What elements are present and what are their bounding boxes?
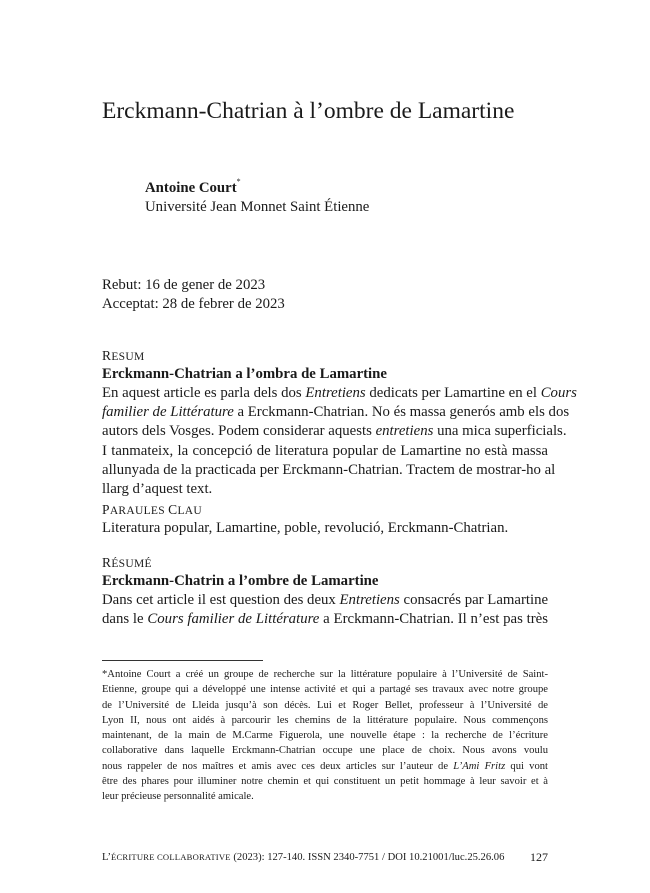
resume-body [102,591,548,629]
footnote-line [102,789,548,804]
footnote-text: leur précieuse personnalité amicale. [102,791,254,803]
resum-line [102,480,548,499]
resume-line [102,591,548,610]
footnote-text: *Antoine Court a créé un groupe de recherche sur la littérature populaire à l’Université de Saint- [102,669,548,680]
author-name-line [145,174,369,198]
footnote-text: maintenant, de la main de M.Carme Figuerola, une nouvelle étape : la recherche de l’écriture [102,730,548,742]
resume-heading: Erckmann-Chatrin a l’ombre de Lamartine [102,573,379,589]
resume-label [102,555,548,572]
footnote-marker[interactable]: * [236,177,241,186]
resum-line [102,461,556,480]
resum-text: allunyada de la practicada per Erckmann-Chatrian. Tractem de mostrar-ho al [102,461,556,478]
resume-label-rest: ÉSUMÉ [111,558,152,570]
footnote-line [102,698,548,713]
resum-label-initial: R [102,348,112,363]
keywords-text: Literatura popular, Lamartine, poble, revolució, Erckmann-Chatrian. [102,520,509,536]
footnote-line [102,713,548,728]
accepted-date: Acceptat: 28 de febrer de 2023 [102,296,285,312]
resum-label [102,348,548,365]
author-affiliation: Université Jean Monnet Saint Étienne [145,198,370,215]
footnote-text: collaborative dans laquelle Erckmann-Chatrian occupe une place de choix. Nous avons voulu [102,745,548,757]
footnote-line [102,728,548,743]
resum-text: dedicats per Lamartine en el [365,385,541,401]
footnote-line [102,743,548,758]
footnote-text: qui vont [505,760,549,772]
received-date: Rebut: 16 de gener de 2023 [102,277,266,293]
footnote-text: nous rappeler de nos maîtres et amis avec ces deux articles sur l’auteur de [102,760,454,772]
resum-line [102,384,577,403]
footnote-line [102,682,548,697]
journal-citation [102,852,504,863]
footnote-line [102,667,548,682]
dates-block [102,276,285,314]
footnote [102,667,548,805]
resum-text: llarg d’aquest text. [102,480,213,497]
footnote-text: Etienne, groupe qui a développé une intense activité et qui a partagé ses travaux avec notre groupe [102,684,548,696]
resume-line [102,610,548,629]
resum-line [102,403,570,422]
keywords-label-c-rest: LAU [177,505,202,517]
resum-text: una mica superficials. [433,423,567,440]
resume-italic-text: Entretiens [339,592,400,608]
resume-text: a Erckmann-Chatrian. Il n’est pas très [319,611,548,628]
footnote-rule [102,660,263,661]
resum-text: a Erckmann-Chatrian. No és massa generós amb els dos [233,404,570,421]
article-title: Erckmann-Chatrian à l’ombre de Lamartine [102,98,515,124]
author-name-text: Antoine Court [145,179,237,196]
page-number: 127 [530,850,548,864]
resum-heading: Erckmann-Chatrian a l’ombra de Lamartine [102,366,387,382]
resume-text: consacrés par Lamartine [399,592,549,608]
author-name [145,177,241,196]
keywords-label-p: P [102,502,110,517]
resume-text: Dans cet article il est question des deux [102,592,340,608]
resum-line [102,422,567,441]
resum-text: autors dels Vosges. Podem considerar aquests [102,423,376,440]
resume-section [102,555,548,629]
page-footer [102,850,548,865]
keywords-label-c: C [168,502,178,517]
footnote-line [102,774,548,789]
keywords-label-p-rest: ARAULES [109,505,165,517]
footnote-line [102,759,548,774]
footnote-text: Lyon II, nous ont aidés à parcourir les chemins de la littérature populaire. Nous commençons [102,714,548,726]
resum-body [102,384,577,499]
resum-text: En aquest article es parla dels dos [102,385,306,401]
footnote-text: de l’Université de Lleida jusqu’à son décès. Lui et Roger Bellet, professeur à l’Université de [102,699,548,711]
journal-name: ÉCRITURE COLLABORATIVE [111,852,231,862]
resume-text: dans le [102,611,148,628]
resum-italic-text: Cours [540,385,577,401]
resum-italic-text: Entretiens [305,385,366,401]
journal-initial: L’ [102,852,112,863]
resume-label-initial: R [102,555,112,570]
resum-text: I tanmateix, la concepció de literatura popular de Lamartine no està massa [102,442,548,459]
footnote-text: être des phares pour illuminer notre chemin et qui constituent un petit hommage à leur savoir et à [102,776,548,788]
resum-line [102,442,548,461]
resum-label-rest: ESUM [111,351,145,363]
resum-section [102,348,577,499]
footnote-italic-text: L’Ami Fritz [453,760,506,772]
resum-italic-text: familier de Littérature [102,404,234,421]
resume-italic-text: Cours familier de Littérature [147,611,320,628]
journal-details: (2023): 127-140. ISSN 2340-7751 / DOI 10.21001/luc.25.26.06 [230,852,505,863]
resum-italic-text: entretiens [375,423,434,440]
author-block [145,174,369,217]
keywords-section [102,502,548,538]
keywords-label [102,502,548,519]
